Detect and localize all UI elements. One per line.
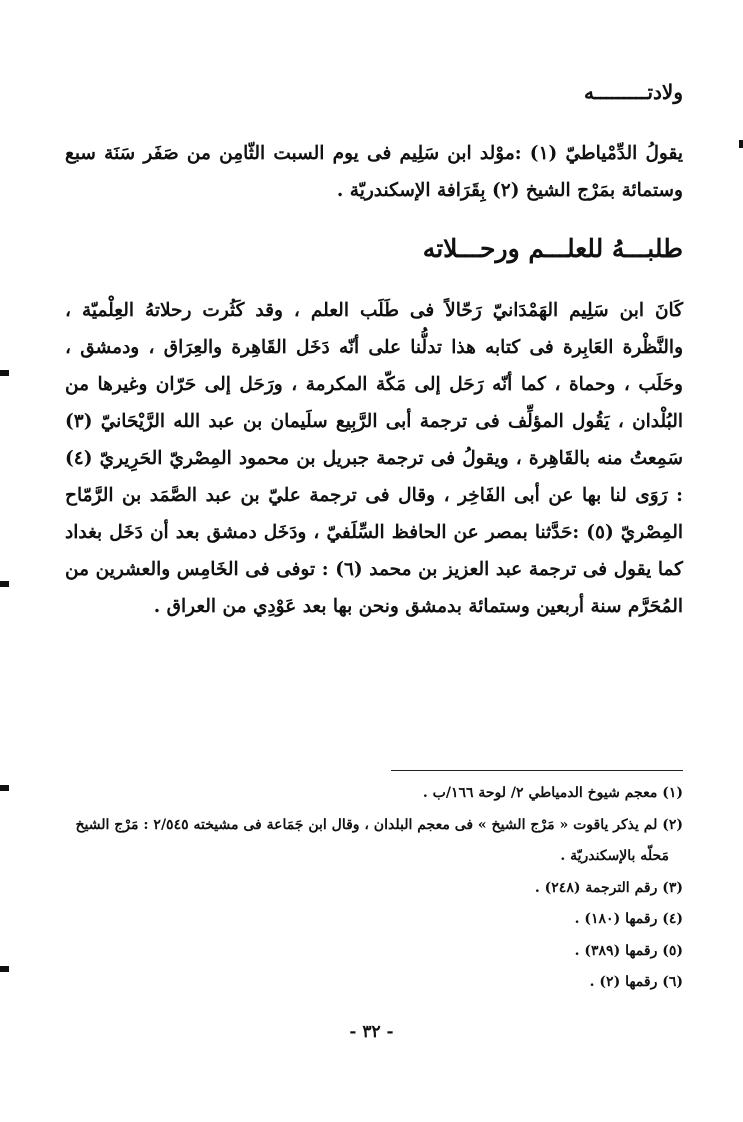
- scan-edge-mark: [739, 140, 743, 148]
- paragraph-birth: يقولُ الدِّمْياطيّ (١) :موْلد ابن سَلِيم فى يوم السبت الثّامِن من صَفَر سَنَة سبع وستمائة بمَرْج الشيخ (٢) بِقَرَافة الإسكندريّة .: [65, 143, 683, 201]
- heading-study-travels: طلبـــهُ للعلـــم ورحـــلاته: [422, 234, 683, 263]
- footnote-3: (٣) رقم الترجمة (٢٤٨) .: [534, 879, 683, 896]
- footnote-2-continued: مَحلّه بالإسكندريّة .: [560, 848, 669, 864]
- paragraph-study-travels: كَانَ ابن سَلِيم الهَمْدَانيّ رَحّالاً فى طَلَب العلم ، وقد كَثُرت رحلاتهُ العِلْميّة ، والنَّظْرة العَابِرة فى كتابه هذا تدلُّنا على أنّه دَخَل القَاهِرة والعِرَاق ، ودمشق ، وحَلَب ، وحماة ، كما أنّه رَحَل إلى مَكّة المكرمة ، ورَحَل إلى حَرّان وغيرها من البُلْدان ، يَقُول المؤلِّف فى ترجمة أبى الرَّبِيع سلَيمان بن عبد الله الرَّيْحَانيّ (٣) سَمِعتُ منه بالقَاهِرة ، ويقولُ فى ترجمة جبريل بن محمود المِصْريّ الحَرِيريّ (٤) : رَوَى لنا بها عن أبى الفَاخِر ، وقال فى ترجمة عليّ بن عبد الصَّمَد بن الرَّمّاح المِصْريّ (٥) :حَدَّثنا بمصر عن الحافظ السِّلَفيّ ، ودَخَل دمشق بعد أن دَخَل بغداد كما يقول فى ترجمة عبد العزيز بن محمد (٦) : توفى فى الخَامِس والعشرين من المُحَرَّم سنة أربعين وستمائة بدمشق ونحن بها بعد عَوْدِي من العراق .: [65, 300, 683, 617]
- heading-birth: ولادتـــــــــه: [584, 80, 683, 104]
- scan-edge-mark: [0, 370, 9, 376]
- footnote-6: (٦) رقمها (٢) .: [589, 974, 683, 990]
- footnotes-list: [65, 778, 683, 999]
- scan-edge-mark: [0, 581, 9, 587]
- footnote-2: (٢) لم يذكر ياقوت « مَرْج الشيخ » فى معجم البلدان ، وقال ابن جَمَاعة فى مشيخته ٢/٥٤٥ : مَرْج الشيخ: [75, 816, 683, 833]
- footnote-1: (١) معجم شيوخ الدمياطي ٢/ لوحة ١٦٦/ب .: [422, 785, 683, 801]
- footnote-4: (٤) رقمها (١٨٠) .: [574, 911, 683, 927]
- footnote-separator: [391, 770, 683, 771]
- footnote-5: (٥) رقمها (٣٨٩) .: [574, 942, 683, 959]
- scan-edge-mark: [0, 785, 9, 791]
- page-number: - ٣٢ -: [349, 1022, 394, 1042]
- scan-edge-mark: [0, 966, 9, 972]
